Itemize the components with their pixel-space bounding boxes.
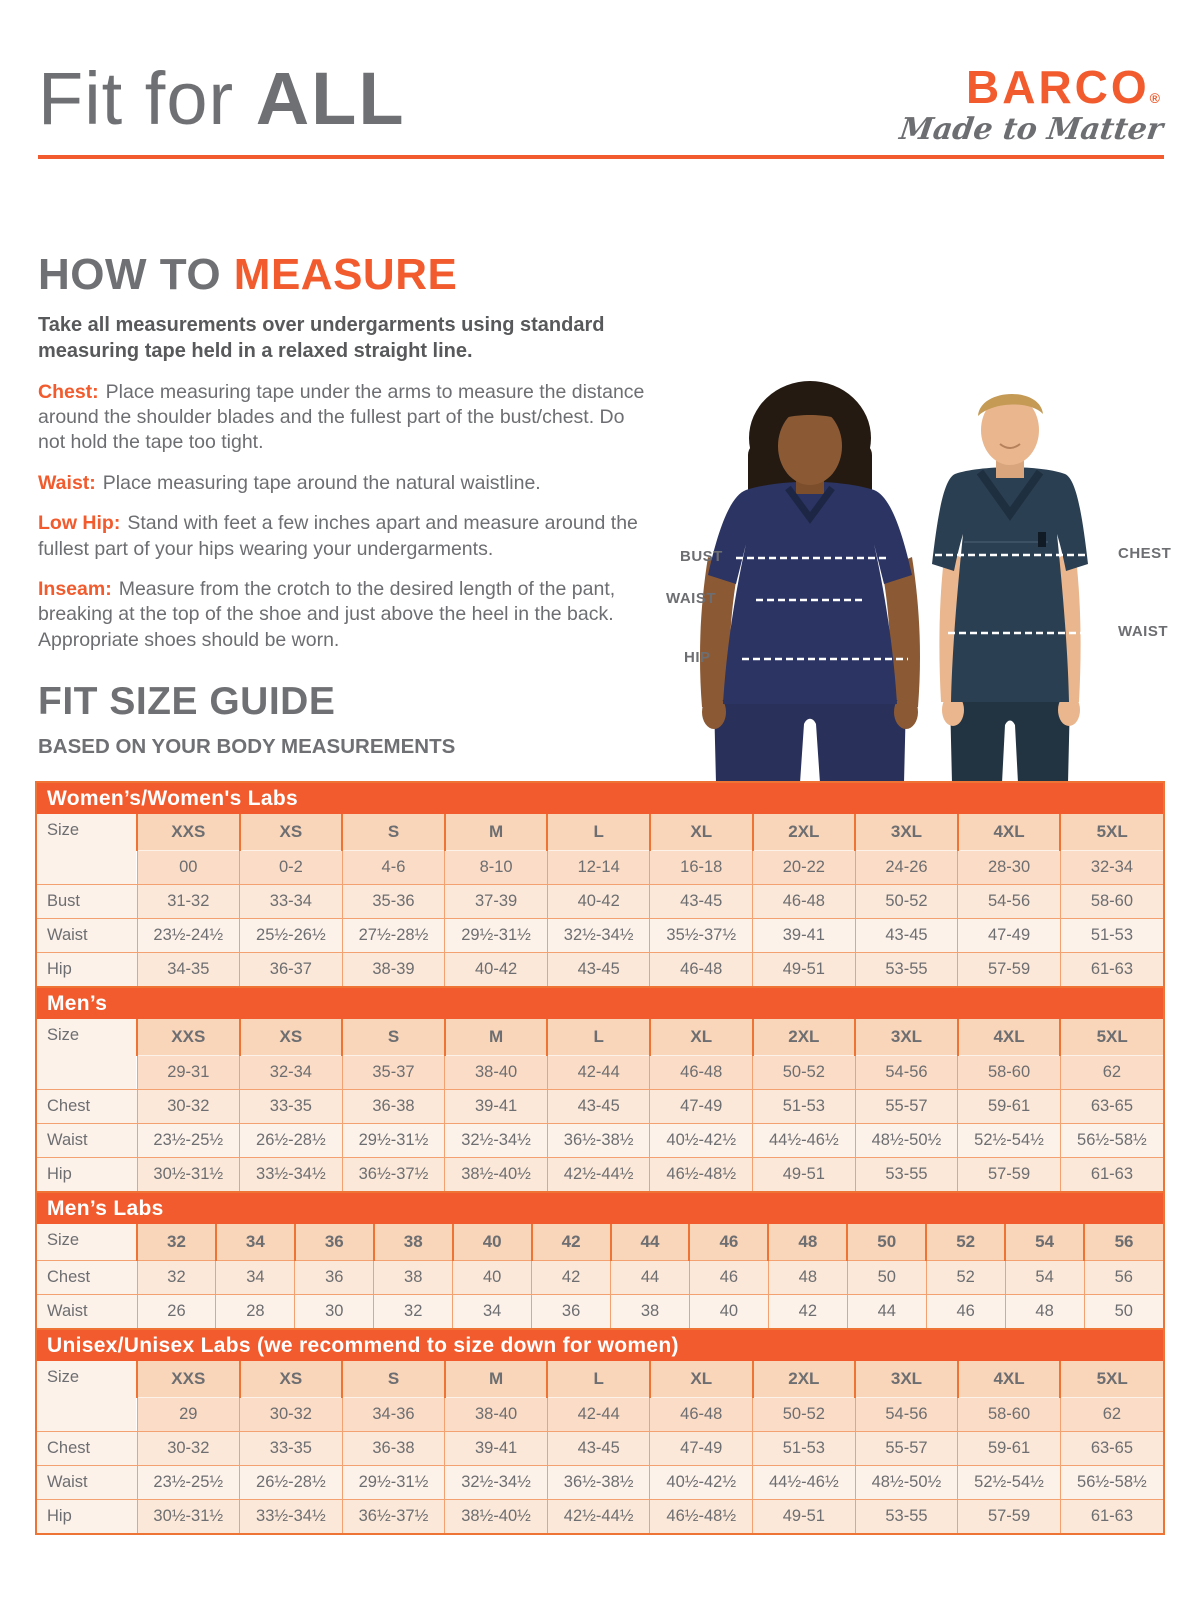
size-subheader-cell: 38-40 (445, 1397, 548, 1431)
size-subheader-cell: 54-56 (855, 1397, 958, 1431)
measure-cell: 32 (374, 1294, 453, 1328)
measure-cell: 46 (926, 1294, 1005, 1328)
measure-cell: 43-45 (547, 1089, 650, 1123)
size-subheader-cell: 46-48 (650, 1055, 753, 1089)
measure-cell: 32 (137, 1260, 216, 1294)
size-header-cell: XXS (137, 1019, 240, 1055)
woman-model (700, 381, 920, 783)
size-header-cell: 5XL (1060, 1019, 1163, 1055)
measure-cell: 36 (295, 1260, 374, 1294)
measure-cell: 52½-54½ (958, 1465, 1061, 1499)
measure-cell: 47-49 (650, 1089, 753, 1123)
measure-cell: 44 (847, 1294, 926, 1328)
measure-cell: 46-48 (753, 884, 856, 918)
measure-cell: 34 (216, 1260, 295, 1294)
size-subheader-cell: 32-34 (1060, 850, 1163, 884)
measure-cell: 32½-34½ (445, 1123, 548, 1157)
measure-cell: 27½-28½ (342, 918, 445, 952)
measure-cell: 38½-40½ (445, 1157, 548, 1191)
measure-cell: 36½-38½ (547, 1465, 650, 1499)
fit-size-guide-subtitle: BASED ON YOUR BODY MEASUREMENTS (38, 735, 456, 758)
measure-cell: 56½-58½ (1060, 1465, 1163, 1499)
size-label-cell: Size (37, 1361, 137, 1431)
how-to-measure-body (38, 312, 656, 653)
measure-row-label: Chest (37, 1260, 137, 1294)
measure-cell: 56 (1084, 1260, 1163, 1294)
size-label-cell: Size (37, 814, 137, 884)
size-header-cell: XL (650, 814, 753, 850)
measure-cell: 23½-25½ (137, 1123, 240, 1157)
table-row (37, 1123, 1163, 1157)
measure-cell: 32½-34½ (547, 918, 650, 952)
measure-item-inseam-label: Inseam: (38, 577, 112, 600)
size-subheader-cell: 24-26 (855, 850, 958, 884)
measure-cell: 36 (532, 1294, 611, 1328)
measure-cell: 47-49 (650, 1431, 753, 1465)
table-row (37, 1260, 1163, 1294)
size-header-cell: 44 (611, 1224, 690, 1260)
measure-cell: 42½-44½ (547, 1157, 650, 1191)
size-header-cell: 32 (137, 1224, 216, 1260)
measure-cell: 29½-31½ (342, 1123, 445, 1157)
measure-cell: 53-55 (855, 952, 958, 986)
size-table-1 (35, 986, 1165, 1193)
table-banner: Men’s Labs (37, 1193, 1163, 1224)
size-subheader-cell: 0-2 (240, 850, 343, 884)
measure-cell: 33½-34½ (240, 1499, 343, 1533)
measure-cell: 38-39 (342, 952, 445, 986)
size-header-cell: L (547, 1019, 650, 1055)
size-header-cell: 50 (847, 1224, 926, 1260)
measure-row-label: Hip (37, 952, 137, 986)
size-subheader-cell: 38-40 (445, 1055, 548, 1089)
measure-item-lowhip (38, 511, 656, 562)
measure-cell: 34 (453, 1294, 532, 1328)
size-subheader-cell: 29 (137, 1397, 240, 1431)
measure-cell: 35½-37½ (650, 918, 753, 952)
size-subheader-cell: 29-31 (137, 1055, 240, 1089)
measure-cell: 48½-50½ (855, 1123, 958, 1157)
size-header-cell: 54 (1005, 1224, 1084, 1260)
measure-item-chest-label: Chest: (38, 380, 99, 403)
measure-cell: 28 (216, 1294, 295, 1328)
table-row (37, 1431, 1163, 1465)
size-subheader-cell: 32-34 (240, 1055, 343, 1089)
measure-item-waist (38, 471, 656, 496)
measure-cell: 43-45 (547, 1431, 650, 1465)
measure-row-label: Waist (37, 1123, 137, 1157)
measure-cell: 42½-44½ (547, 1499, 650, 1533)
size-header-cell: 3XL (855, 1361, 958, 1397)
measure-cell: 55-57 (855, 1431, 958, 1465)
measure-cell: 51-53 (753, 1089, 856, 1123)
measure-cell: 40-42 (445, 952, 548, 986)
size-subheader-cell: 4-6 (342, 850, 445, 884)
size-header-cell: 40 (453, 1224, 532, 1260)
brand-tagline: Made to Matter (897, 112, 1166, 147)
measure-cell: 32½-34½ (445, 1465, 548, 1499)
measure-row-label: Bust (37, 884, 137, 918)
measure-cell: 36½-37½ (342, 1499, 445, 1533)
measure-cell: 23½-25½ (137, 1465, 240, 1499)
table-row (37, 1157, 1163, 1191)
size-header-cell: XXS (137, 814, 240, 850)
measure-cell: 59-61 (958, 1089, 1061, 1123)
table-row (37, 952, 1163, 986)
measure-cell: 52 (926, 1260, 1005, 1294)
how-to-measure-title (38, 250, 457, 300)
measure-cell: 38 (611, 1294, 690, 1328)
models-illustration (650, 372, 1190, 783)
measure-cell: 52½-54½ (958, 1123, 1061, 1157)
table-row (37, 1294, 1163, 1328)
size-subheader-cell: 20-22 (753, 850, 856, 884)
table-row (37, 1499, 1163, 1533)
size-header-cell: M (445, 814, 548, 850)
size-table-0 (35, 781, 1165, 988)
measure-cell: 48 (768, 1260, 847, 1294)
measure-cell: 31-32 (137, 884, 240, 918)
measure-cell: 55-57 (855, 1089, 958, 1123)
measure-cell: 38½-40½ (445, 1499, 548, 1533)
measure-cell: 29½-31½ (445, 918, 548, 952)
size-header-cell: XXS (137, 1361, 240, 1397)
measure-item-inseam (38, 577, 656, 653)
waist-right-label: WAIST (1118, 623, 1168, 640)
size-header-cell: 42 (532, 1224, 611, 1260)
size-header-cell: 5XL (1060, 814, 1163, 850)
measure-cell: 33½-34½ (240, 1157, 343, 1191)
size-header-cell: 5XL (1060, 1361, 1163, 1397)
size-subheader-cell: 30-32 (240, 1397, 343, 1431)
measure-row-label: Waist (37, 918, 137, 952)
measure-cell: 40 (689, 1294, 768, 1328)
measure-cell: 33-34 (240, 884, 343, 918)
measure-cell: 57-59 (958, 1157, 1061, 1191)
brand-logo (897, 61, 1166, 147)
measure-cell: 51-53 (753, 1431, 856, 1465)
size-header-cell: 34 (216, 1224, 295, 1260)
title-bold: ALL (255, 57, 406, 140)
measure-cell: 23½-24½ (137, 918, 240, 952)
measure-cell: 26½-28½ (240, 1465, 343, 1499)
size-header-cell: S (342, 1019, 445, 1055)
size-subheader-cell: 8-10 (445, 850, 548, 884)
measure-item-waist-label: Waist: (38, 471, 96, 494)
measure-cell: 56½-58½ (1060, 1123, 1163, 1157)
measure-cell: 57-59 (958, 1499, 1061, 1533)
size-header-cell: 52 (926, 1224, 1005, 1260)
hip-label: HIP (684, 649, 711, 666)
measure-cell: 59-61 (958, 1431, 1061, 1465)
size-header-cell: 4XL (958, 1019, 1061, 1055)
measure-cell: 29½-31½ (342, 1465, 445, 1499)
size-subheader-cell: 62 (1060, 1397, 1163, 1431)
measure-cell: 30-32 (137, 1431, 240, 1465)
chest-label: CHEST (1118, 545, 1172, 562)
size-subheader-cell: 50-52 (753, 1055, 856, 1089)
size-header-cell: 4XL (958, 814, 1061, 850)
brand-name (900, 61, 1163, 113)
size-subheader-cell: 50-52 (753, 1397, 856, 1431)
size-header-cell: 2XL (753, 1361, 856, 1397)
size-subheader-cell: 16-18 (650, 850, 753, 884)
measure-intro: Take all measurements over undergarments using standard measuring tape held in a relaxed straight line. (38, 314, 605, 363)
registered-mark: ® (1149, 90, 1163, 106)
size-header-cell: XL (650, 1019, 753, 1055)
size-header-cell: 3XL (855, 814, 958, 850)
size-header-cell: L (547, 814, 650, 850)
how-to-measure-title-gray: HOW TO (38, 250, 234, 299)
size-subheader-cell: 62 (1060, 1055, 1163, 1089)
size-header-cell: M (445, 1019, 548, 1055)
measure-cell: 30½-31½ (137, 1499, 240, 1533)
size-subheader-cell: 00 (137, 850, 240, 884)
fit-size-guide-title: FIT SIZE GUIDE (38, 680, 336, 723)
measure-cell: 43-45 (547, 952, 650, 986)
measure-cell: 57-59 (958, 952, 1061, 986)
size-label-cell: Size (37, 1224, 137, 1260)
measure-cell: 51-53 (1060, 918, 1163, 952)
size-header-cell: 3XL (855, 1019, 958, 1055)
accent-divider (38, 155, 1164, 159)
measure-cell: 43-45 (650, 884, 753, 918)
measure-cell: 47-49 (958, 918, 1061, 952)
bust-label: BUST (680, 548, 723, 565)
size-header-cell: 38 (374, 1224, 453, 1260)
measure-cell: 36-37 (240, 952, 343, 986)
measure-cell: 53-55 (855, 1499, 958, 1533)
table-banner: Women’s/Women's Labs (37, 783, 1163, 814)
measure-cell: 49-51 (753, 952, 856, 986)
measure-cell: 34-35 (137, 952, 240, 986)
size-subheader-cell: 46-48 (650, 1397, 753, 1431)
measure-cell: 43-45 (855, 918, 958, 952)
measure-cell: 40½-42½ (650, 1123, 753, 1157)
size-header-cell: 2XL (753, 1019, 856, 1055)
size-subheader-cell: 58-60 (958, 1055, 1061, 1089)
size-label-cell: Size (37, 1019, 137, 1089)
measure-row-label: Hip (37, 1157, 137, 1191)
brand-text: BARCO (966, 61, 1150, 113)
waist-left-label: WAIST (666, 590, 716, 607)
size-table-2 (35, 1191, 1165, 1330)
measure-cell: 63-65 (1060, 1089, 1163, 1123)
table-banner: Men’s (37, 988, 1163, 1019)
size-header-cell: S (342, 1361, 445, 1397)
size-subheader-cell: 12-14 (547, 850, 650, 884)
measure-cell: 50 (847, 1260, 926, 1294)
size-header-cell: 56 (1084, 1224, 1163, 1260)
models-photo (650, 372, 1190, 783)
measure-cell: 61-63 (1060, 1499, 1163, 1533)
size-header-cell: 46 (689, 1224, 768, 1260)
measure-cell: 38 (374, 1260, 453, 1294)
measure-cell: 61-63 (1060, 1157, 1163, 1191)
measure-cell: 44 (611, 1260, 690, 1294)
measure-cell: 40-42 (547, 884, 650, 918)
measure-row-label: Waist (37, 1465, 137, 1499)
measure-cell: 40 (453, 1260, 532, 1294)
measure-cell: 49-51 (753, 1499, 856, 1533)
measure-cell: 39-41 (445, 1431, 548, 1465)
size-subheader-cell: 42-44 (547, 1055, 650, 1089)
measure-cell: 33-35 (240, 1431, 343, 1465)
size-header-cell: S (342, 814, 445, 850)
size-subheader-cell: 28-30 (958, 850, 1061, 884)
measure-cell: 58-60 (1060, 884, 1163, 918)
table-row (37, 884, 1163, 918)
size-header-cell: M (445, 1361, 548, 1397)
size-header-cell: 4XL (958, 1361, 1061, 1397)
table-row (37, 918, 1163, 952)
size-header-cell: XL (650, 1361, 753, 1397)
measure-cell: 26 (137, 1294, 216, 1328)
measure-cell: 63-65 (1060, 1431, 1163, 1465)
size-subheader-cell: 54-56 (855, 1055, 958, 1089)
size-subheader-cell: 34-36 (342, 1397, 445, 1431)
measure-cell: 44½-46½ (753, 1123, 856, 1157)
measure-cell: 46-48 (650, 952, 753, 986)
measure-row-label: Waist (37, 1294, 137, 1328)
size-header-cell: 2XL (753, 814, 856, 850)
measure-cell: 46½-48½ (650, 1499, 753, 1533)
size-header-cell: L (547, 1361, 650, 1397)
measure-cell: 53-55 (855, 1157, 958, 1191)
measure-cell: 61-63 (1060, 952, 1163, 986)
size-subheader-cell: 58-60 (958, 1397, 1061, 1431)
measure-cell: 30 (295, 1294, 374, 1328)
measure-row-label: Chest (37, 1089, 137, 1123)
size-header-cell: 48 (768, 1224, 847, 1260)
size-subheader-cell: 35-37 (342, 1055, 445, 1089)
measure-cell: 40½-42½ (650, 1465, 753, 1499)
measure-cell: 26½-28½ (240, 1123, 343, 1157)
measure-item-lowhip-text: Stand with feet a few inches apart and measure around the fullest part of your hips wearing your undergarments. (38, 512, 638, 560)
measure-item-chest-text: Place measuring tape under the arms to measure the distance around the shoulder blades and the fullest part of the bust/chest. Do not hold the tape too tight. (38, 380, 645, 454)
title-regular: Fit for (38, 57, 256, 140)
measure-cell: 36½-37½ (342, 1157, 445, 1191)
measure-cell: 39-41 (445, 1089, 548, 1123)
page-title (38, 56, 406, 141)
size-header-cell: 36 (295, 1224, 374, 1260)
measure-cell: 35-36 (342, 884, 445, 918)
measure-cell: 33-35 (240, 1089, 343, 1123)
measure-cell: 50 (1084, 1294, 1163, 1328)
size-header-cell: XS (240, 1019, 343, 1055)
measure-cell: 54-56 (958, 884, 1061, 918)
measure-cell: 46 (689, 1260, 768, 1294)
size-header-cell: XS (240, 814, 343, 850)
measure-item-lowhip-label: Low Hip: (38, 512, 121, 535)
table-row (37, 1465, 1163, 1499)
how-to-measure-title-orange: MEASURE (233, 250, 458, 299)
measure-cell: 36-38 (342, 1089, 445, 1123)
table-banner: Unisex/Unisex Labs (we recommend to size down for women) (37, 1330, 1163, 1361)
measure-cell: 30½-31½ (137, 1157, 240, 1191)
measure-cell: 54 (1005, 1260, 1084, 1294)
size-subheader-cell: 42-44 (547, 1397, 650, 1431)
table-row (37, 1089, 1163, 1123)
measure-row-label: Hip (37, 1499, 137, 1533)
measure-cell: 46½-48½ (650, 1157, 753, 1191)
measure-cell: 48 (1005, 1294, 1084, 1328)
measure-cell: 36½-38½ (547, 1123, 650, 1157)
measure-cell: 37-39 (445, 884, 548, 918)
measure-cell: 42 (768, 1294, 847, 1328)
measure-cell: 30-32 (137, 1089, 240, 1123)
measure-item-inseam-text: Measure from the crotch to the desired length of the pant, breaking at the top of the shoe and just above the heel in the back. Appropriate shoes should be worn. (38, 577, 616, 651)
measure-item-waist-text: Place measuring tape around the natural waistline. (102, 471, 541, 494)
measure-cell: 50-52 (855, 884, 958, 918)
size-guide-tables (35, 781, 1165, 1535)
measure-row-label: Chest (37, 1431, 137, 1465)
measure-cell: 39-41 (753, 918, 856, 952)
measure-cell: 44½-46½ (753, 1465, 856, 1499)
measure-cell: 48½-50½ (855, 1465, 958, 1499)
size-header-cell: XS (240, 1361, 343, 1397)
measure-cell: 49-51 (753, 1157, 856, 1191)
measure-cell: 25½-26½ (240, 918, 343, 952)
measure-cell: 42 (532, 1260, 611, 1294)
measure-cell: 36-38 (342, 1431, 445, 1465)
measure-item-chest (38, 380, 656, 456)
size-table-3 (35, 1328, 1165, 1535)
man-model (932, 394, 1088, 783)
